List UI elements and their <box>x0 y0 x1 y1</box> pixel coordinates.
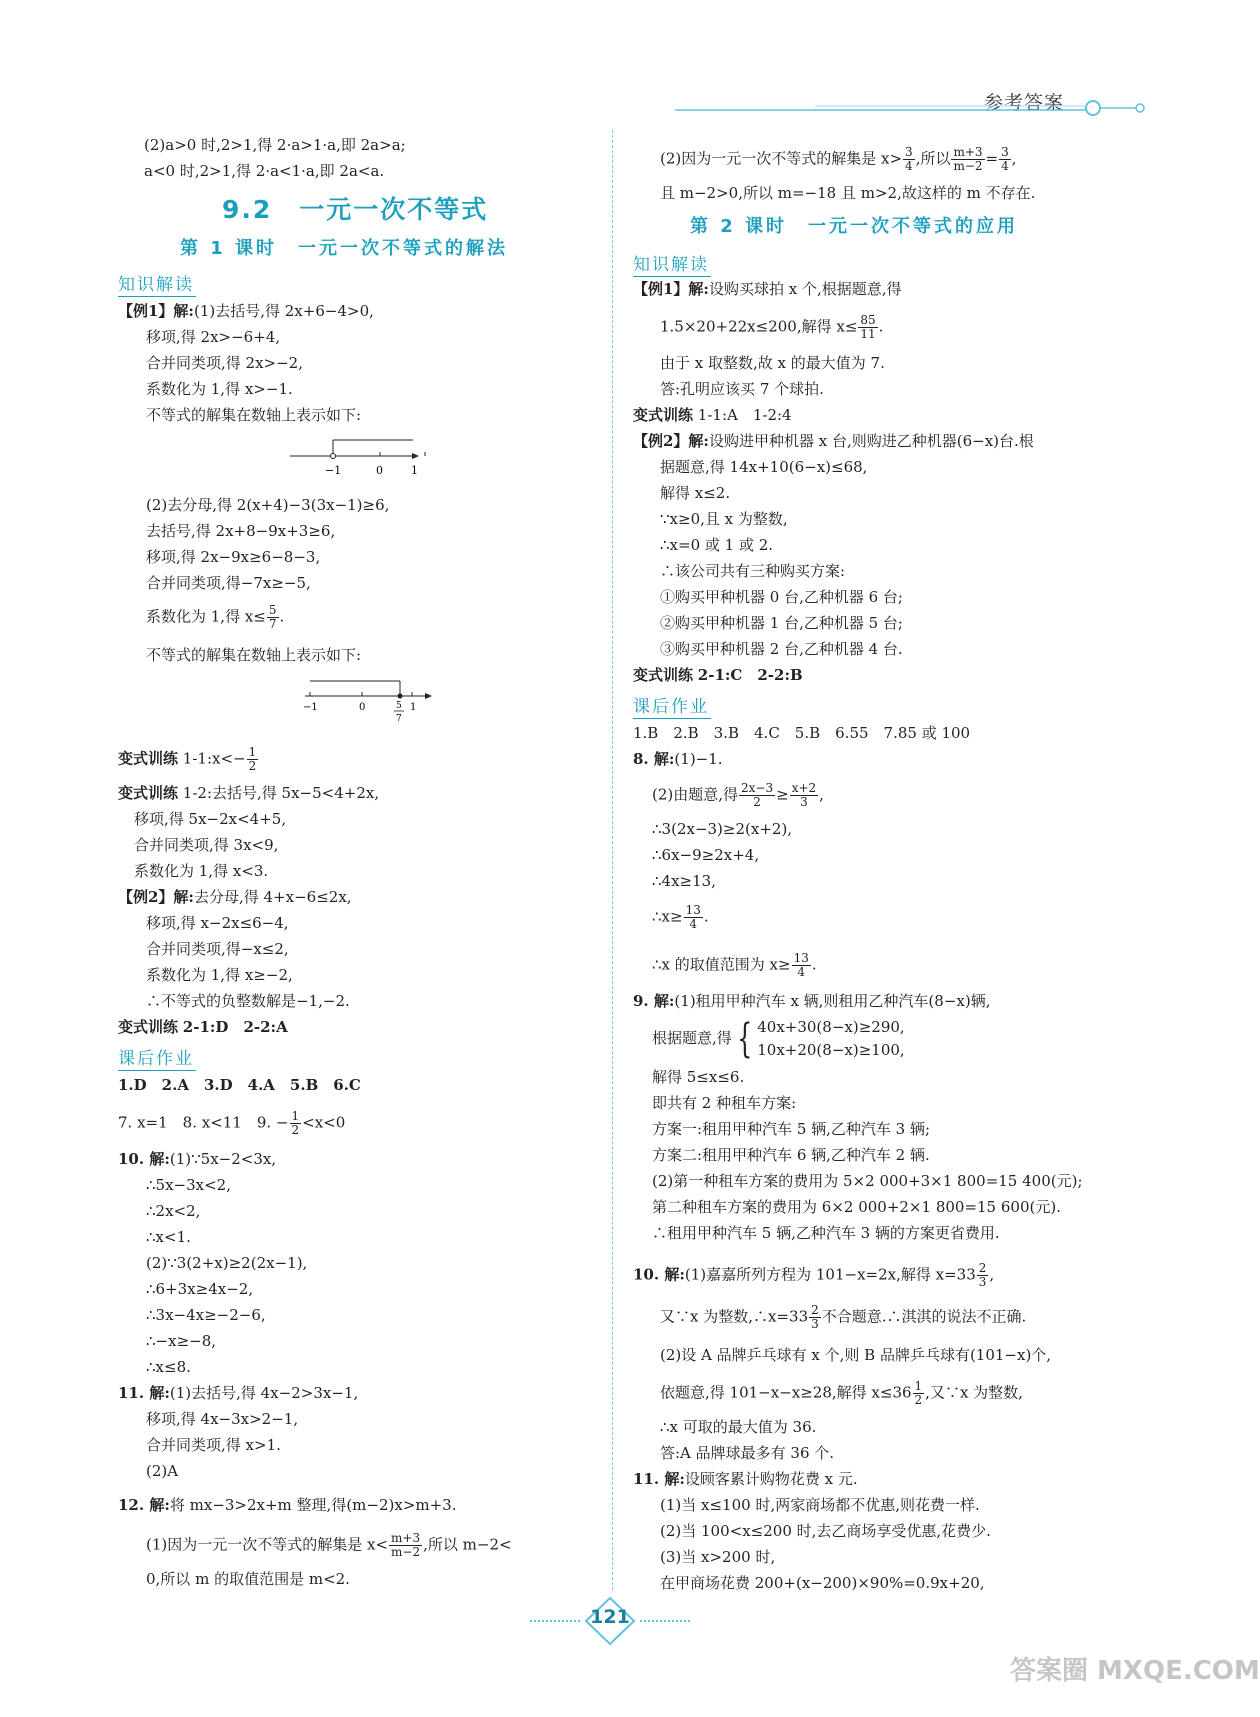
answer-line: 1.D 2.A 3.D 4.A 5.B 6.C <box>118 1076 361 1094</box>
question-label: 12. 解: <box>118 1496 170 1514</box>
text-line: 解得 x≤2. <box>660 484 731 502</box>
text-line: ∴x=0 或 1 或 2. <box>660 536 774 554</box>
section-tag: 知识解读 <box>118 270 196 297</box>
tick-label: −1 <box>303 702 318 713</box>
text-line: ∴租用甲种汽车 5 辆,乙种汽车 3 辆的方案更省费用. <box>652 1224 1000 1242</box>
example-label: 【例2】解: <box>118 888 194 906</box>
fraction: $\frac{2}{3}$ <box>978 1261 987 1289</box>
text-line: 设购进甲种机器 x 台,则购进乙种机器(6−x)台.根 <box>708 432 1034 450</box>
text-line: 设购买球拍 x 个,根据题意,得 <box>708 280 902 298</box>
text-line: (1)因为一元一次不等式的解集是 x< <box>146 1535 389 1554</box>
exercise-label: 变式训练 <box>118 749 179 768</box>
fraction: $\frac{1}{2}$ <box>914 1379 923 1407</box>
text-line: 合并同类项,得 2x>−2, <box>146 354 303 372</box>
text-line: ∴3(2x−3)≥2(x+2), <box>652 820 793 838</box>
text-line: 答:A 品牌球最多有 36 个. <box>660 1444 835 1462</box>
text-line: 第二种租车方案的费用为 6×2 000+2×1 800=15 600(元). <box>652 1198 1061 1216</box>
question-label: 11. 解: <box>118 1384 170 1402</box>
text-line: (1)∵5x−2<3x, <box>169 1150 277 1168</box>
text-line: 1-1:x<− <box>182 749 246 768</box>
text-line: 移项,得 5x−2x<4+5, <box>134 810 287 828</box>
fraction: $\frac{13}{4}$ <box>685 903 701 931</box>
tick-label: 5 <box>396 701 402 711</box>
text-line: 2-1:C 2-2:B <box>697 666 803 684</box>
question-label: 10. 解: <box>633 1265 685 1284</box>
text-line: 且 m−2>0,所以 m=−18 且 m>2,故这样的 m 不存在. <box>660 184 1036 202</box>
text-line: 系数化为 1,得 x≤ <box>146 607 266 626</box>
text-line: 移项,得 x−2x≤6−4, <box>146 914 289 932</box>
question-label: 9. 解: <box>633 992 675 1010</box>
text-line: ①购买甲种机器 0 台,乙种机器 6 台; <box>660 588 903 606</box>
text-line: 解得 5≤x≤6. <box>652 1068 745 1086</box>
lesson-title: 第 2 课时 一元一次不等式的应用 <box>690 216 1019 237</box>
text-line: ③购买甲种机器 2 台,乙种机器 4 台. <box>660 640 903 658</box>
exercise-label: 变式训练 <box>118 784 179 802</box>
text-line: (2)设 A 品牌乒乓球有 x 个,则 B 品牌乒乓球有(101−x)个, <box>660 1346 1052 1364</box>
question-label: 11. 解: <box>633 1470 685 1488</box>
tick-label: −1 <box>325 464 342 477</box>
fraction: $\frac{5}{7}$ <box>268 603 277 631</box>
text-line: ∴x<1. <box>146 1228 191 1246</box>
text-line: 答:孔明应该买 7 个球拍. <box>660 380 824 398</box>
text-line: ∴6+3x≥4x−2, <box>146 1280 254 1298</box>
text-line: ∴不等式的负整数解是−1,−2. <box>146 992 350 1010</box>
text-line: (1)−1. <box>674 750 723 768</box>
watermark: 答案圈 MXQE.COM <box>1010 1656 1260 1686</box>
text-line: ≥ <box>776 785 789 804</box>
text-line: <x<0 <box>302 1113 346 1132</box>
section-tag: 课后作业 <box>633 692 711 719</box>
lesson-title: 第 1 课时 一元一次不等式的解法 <box>180 238 509 259</box>
text-line: 合并同类项,得 x>1. <box>146 1436 281 1454</box>
exercise-label: 变式训练 <box>633 406 694 424</box>
exercise-label: 变式训练 <box>118 1018 179 1036</box>
text-line: (1)当 x≤100 时,两家商场都不优惠,则花费一样. <box>660 1496 980 1514</box>
answer-line: 1.B 2.B 3.B 4.C 5.B 6.55 7.85 或 100 <box>633 724 971 742</box>
text-line: (1)租用甲种汽车 x 辆,则租用乙种汽车(8−x)辆, <box>674 992 991 1010</box>
text-line: 不等式的解集在数轴上表示如下: <box>146 406 362 424</box>
text-line: ②购买甲种机器 1 台,乙种机器 5 台; <box>660 614 903 632</box>
header-decoration <box>675 0 1145 130</box>
text-line: 方案一:租用甲种汽车 5 辆,乙种汽车 3 辆; <box>652 1120 931 1138</box>
text-line: (1)嘉嘉所列方程为 101−x=2x,解得 x=33 <box>684 1265 976 1284</box>
section-title: 9.2 一元一次不等式 <box>222 195 489 224</box>
text-line: a<0 时,2>1,得 2·a<1·a,即 2a<a. <box>144 162 385 180</box>
text-line: ∴−x≥−8, <box>146 1332 217 1350</box>
text-line: ∴6x−9≥2x+4, <box>652 846 760 864</box>
text-line: ∴x 的取值范围为 x≥ <box>652 955 791 974</box>
tick-label: 1 <box>410 702 417 713</box>
fraction: $\frac{3}{4}$ <box>905 145 913 173</box>
text-line: (2)当 100<x≤200 时,去乙商场享受优惠,花费少. <box>660 1522 991 1540</box>
tick-label: 7 <box>396 714 402 724</box>
text-line: 又∵x 为整数,∴x=33 <box>660 1307 809 1326</box>
text-line: 设顾客累计购物花费 x 元. <box>684 1470 858 1488</box>
text-line: ∴该公司共有三种购买方案: <box>660 562 846 580</box>
text-line: 方案二:租用甲种汽车 6 辆,乙种汽车 2 辆. <box>652 1146 930 1164</box>
text-line: 系数化为 1,得 x≥−2, <box>146 966 293 984</box>
text-line: 去分母,得 4+x−6≤2x, <box>193 888 352 906</box>
text-line: (2)第一种租车方案的费用为 5×2 000+3×1 800=15 400(元); <box>652 1172 1083 1190</box>
number-line <box>285 434 435 478</box>
text-line: 据题意,得 14x+10(6−x)≤68, <box>660 458 868 476</box>
text-line: 合并同类项,得−7x≥−5, <box>146 574 311 592</box>
text-line: 1-2:去括号,得 5x−5<4+2x, <box>182 784 380 802</box>
text-line: 移项,得 4x−3x>2−1, <box>146 1410 299 1428</box>
text-line: 不合题意.∴淇淇的说法不正确. <box>821 1307 1027 1326</box>
text-line: 2-1:D 2-2:A <box>182 1018 288 1036</box>
text-line: = <box>985 149 999 168</box>
tick-label: 0 <box>376 464 383 477</box>
text-line: 系数化为 1,得 x<3. <box>134 862 269 880</box>
text-line: ∴2x<2, <box>146 1202 201 1220</box>
text-line: ∴3x−4x≥−2−6, <box>146 1306 266 1324</box>
text-line: ∵x≥0,且 x 为整数, <box>660 510 788 528</box>
fraction: $\frac{m+3}{m-2}$ <box>391 1531 421 1559</box>
text-line: 合并同类项,得−x≤2, <box>146 940 289 958</box>
fraction: $\frac{x+2}{3}$ <box>791 781 817 809</box>
text-line: 系数化为 1,得 x>−1. <box>146 380 293 398</box>
example-label: 【例1】解: <box>118 302 194 320</box>
text-line: (2)因为一元一次不等式的解集是 x> <box>660 149 903 168</box>
text-line: ,所以 m−2< <box>423 1535 512 1554</box>
text-line: 将 mx−3>2x+m 整理,得(m−2)x>m+3. <box>169 1496 457 1514</box>
text-line: ,所以 <box>915 149 951 168</box>
column-divider <box>612 130 613 1590</box>
text-line: ∴4x≥13, <box>652 872 716 890</box>
text-line: ∴x 可取的最大值为 36. <box>660 1418 817 1436</box>
text-line: 依题意,得 101−x−x≥28,解得 x≤36 <box>660 1383 912 1402</box>
text-line: ,又∵x 为整数, <box>925 1383 1023 1402</box>
text-line: 根据题意,得 <box>652 1029 732 1047</box>
exercise-label: 变式训练 <box>633 666 694 684</box>
text-line: 合并同类项,得 3x<9, <box>134 836 279 854</box>
text-line: 去括号,得 2x+8−9x+3≥6, <box>146 522 336 540</box>
text-line: (1)去括号,得 4x−2>3x−1, <box>169 1384 359 1402</box>
question-label: 10. 解: <box>118 1150 170 1168</box>
text-line: 即共有 2 种租车方案: <box>652 1094 797 1112</box>
text-line: ∴x≤8. <box>146 1358 191 1376</box>
text-line: , <box>1011 149 1017 168</box>
fraction: $\frac{85}{11}$ <box>860 313 876 341</box>
example-label: 【例1】解: <box>633 280 709 298</box>
text-line: 移项,得 2x>−6+4, <box>146 328 281 346</box>
text-line: (2)a>0 时,2>1,得 2·a>1·a,即 2a>a; <box>144 136 406 154</box>
text-line: 移项,得 2x−9x≥6−8−3, <box>146 548 321 566</box>
text-line: , <box>819 785 824 804</box>
fraction: $\frac{13}{4}$ <box>793 951 809 979</box>
page-number: 121 <box>590 1606 630 1628</box>
text-line: (2)∵3(2+x)≥2(2x−1), <box>146 1254 308 1272</box>
text-line: 0,所以 m 的取值范围是 m<2. <box>146 1570 350 1588</box>
fraction: $\frac{2}{3}$ <box>811 1303 819 1331</box>
text-line: 在甲商场花费 200+(x−200)×90%=0.9x+20, <box>660 1574 985 1592</box>
text-line: 不等式的解集在数轴上表示如下: <box>146 646 362 664</box>
tick-label: 0 <box>359 702 366 713</box>
text-line: 由于 x 取整数,故 x 的最大值为 7. <box>660 354 885 372</box>
fraction: $\frac{1}{2}$ <box>291 1109 300 1137</box>
fraction: $\frac{2x-3}{2}$ <box>741 781 774 809</box>
fraction: $\frac{1}{2}$ <box>248 745 257 773</box>
text-line: (2)去分母,得 2(x+4)−3(3x−1)≥6, <box>146 496 390 514</box>
text-line: ∴5x−3x<2, <box>146 1176 231 1194</box>
text-line: (3)当 x>200 时, <box>660 1548 776 1566</box>
section-tag: 课后作业 <box>118 1044 196 1071</box>
example-label: 【例2】解: <box>633 432 709 450</box>
text-line: (2)A <box>146 1462 179 1480</box>
text-line: (2)由题意,得 <box>652 785 739 804</box>
header-title: 参考答案 <box>984 92 1065 114</box>
number-line <box>300 676 440 724</box>
text-line: (1)去括号,得 2x+6−4>0, <box>193 302 374 320</box>
question-label: 8. 解: <box>633 750 675 768</box>
equation-system: 40x+30(8−x)≥290, 10x+20(8−x)≥100, <box>757 1018 905 1059</box>
section-tag: 知识解读 <box>633 250 711 277</box>
fraction: $\frac{3}{4}$ <box>1001 145 1009 173</box>
text-line: 1-1:A 1-2:4 <box>697 406 792 424</box>
text-line: 1.5×20+22x≤200,解得 x≤ <box>660 317 858 336</box>
brace-icon: { <box>736 1016 753 1062</box>
tick-label: 1 <box>411 464 418 477</box>
fraction: $\frac{m+3}{m-2}$ <box>953 145 983 173</box>
text-line: 7. x=1 8. x<11 9. − <box>118 1113 289 1132</box>
text-line: ∴x≥ <box>652 907 683 926</box>
